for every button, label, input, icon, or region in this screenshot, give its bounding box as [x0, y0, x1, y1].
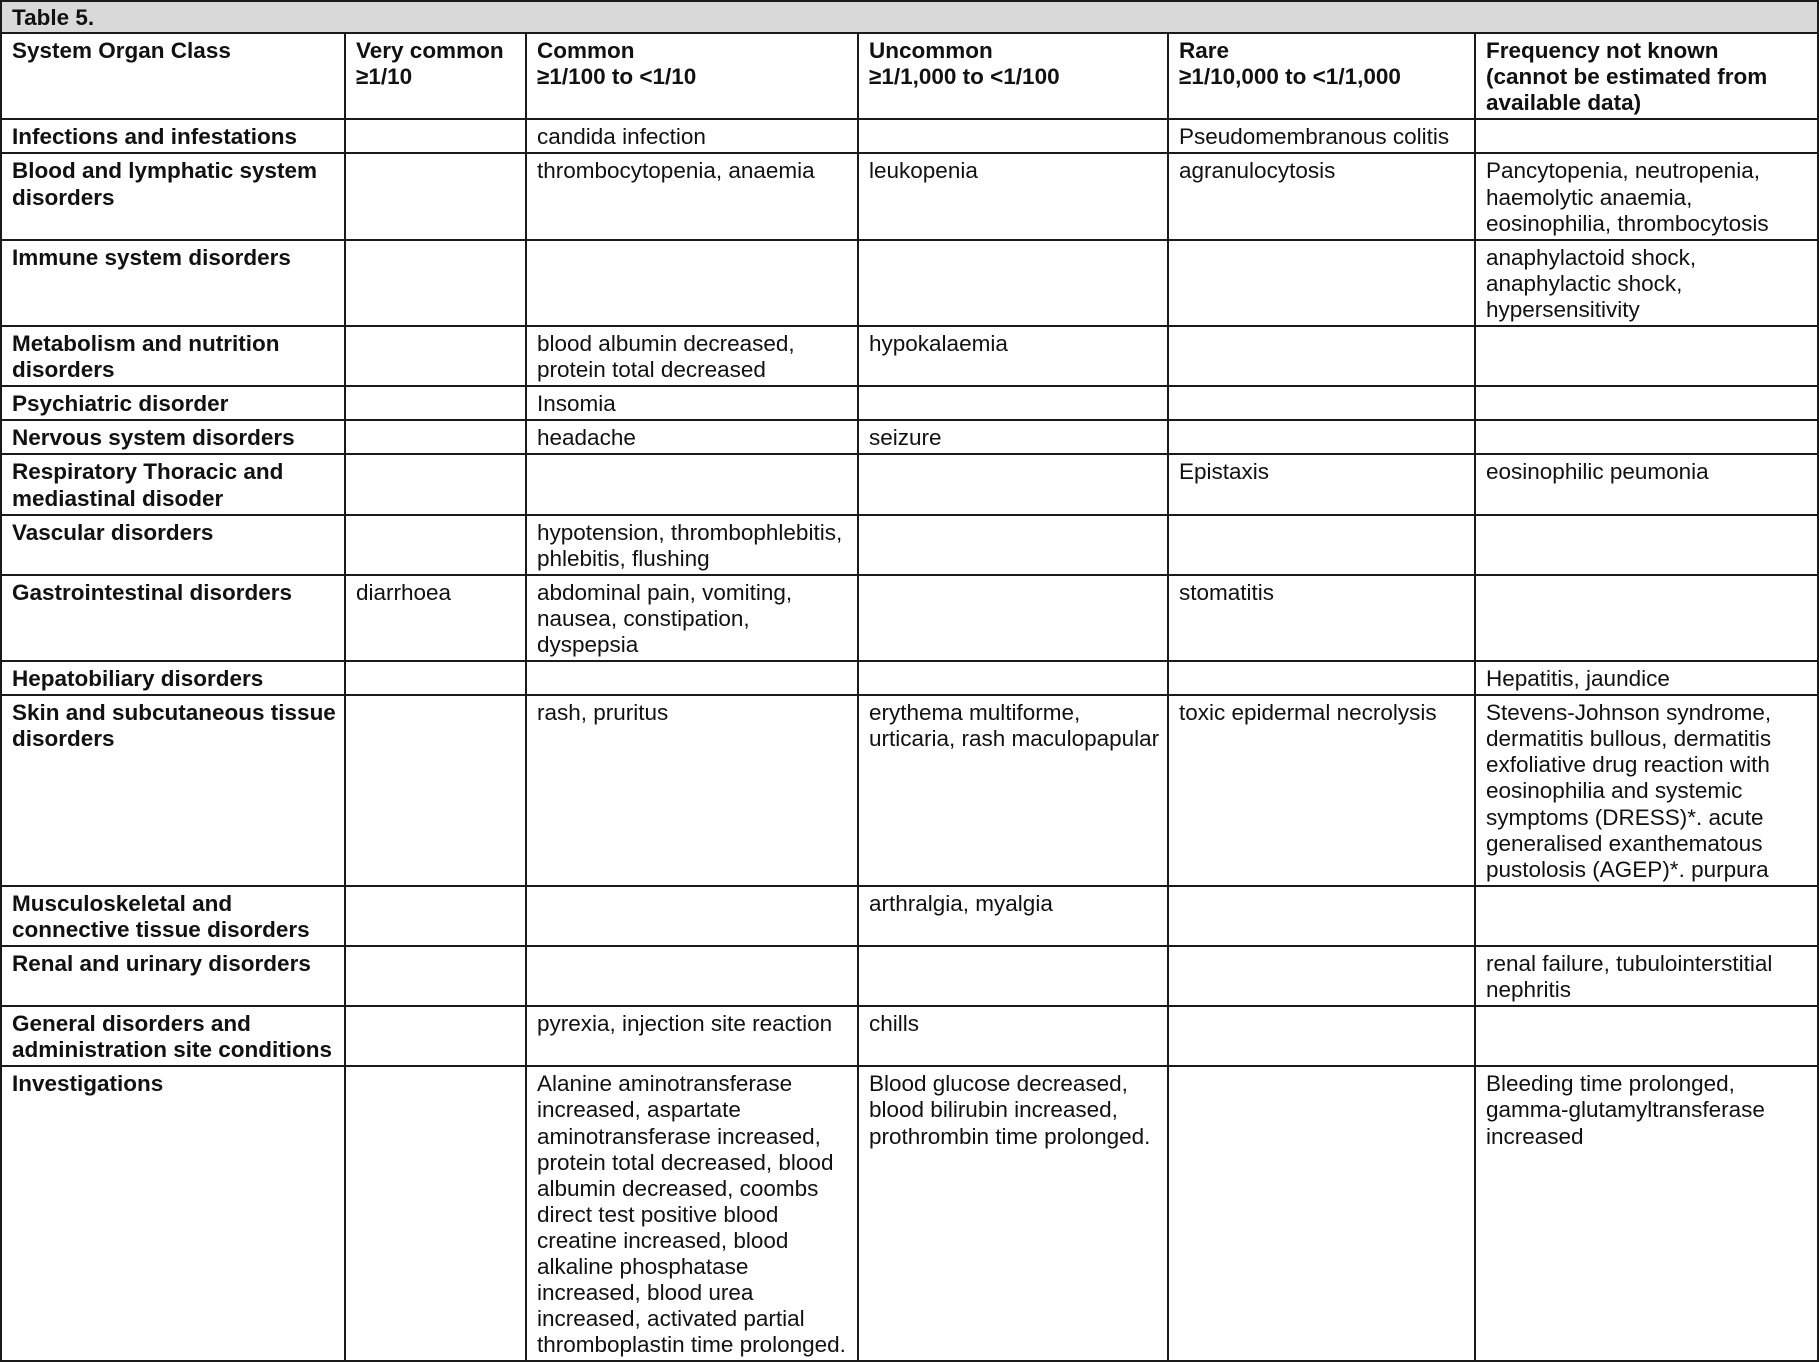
table-row [1, 454, 1818, 514]
uncommon-cell [858, 661, 1168, 695]
rare-cell [1168, 886, 1475, 946]
uncommon-cell [858, 946, 1168, 1006]
very-common-cell [345, 454, 526, 514]
common-cell: pyrexia, injection site reaction [526, 1006, 858, 1066]
uncommon-cell [858, 515, 1168, 575]
header-line: System Organ Class [12, 38, 231, 64]
table-caption: Table 5. [1, 1, 1818, 33]
system-organ-class-cell: Hepatobiliary disorders [1, 661, 345, 695]
table-row [1, 946, 1818, 1006]
common-cell [526, 240, 858, 326]
header-line: available data) [1486, 90, 1642, 116]
very-common-cell [345, 946, 526, 1006]
common-cell: blood albumin decreased, protein total decreased [526, 326, 858, 386]
not-known-cell [1475, 420, 1818, 454]
uncommon-cell [858, 575, 1168, 661]
header-common [526, 33, 858, 119]
very-common-cell [345, 420, 526, 454]
table-row [1, 119, 1818, 153]
very-common-cell [345, 153, 526, 239]
rare-cell: Pseudomembranous colitis [1168, 119, 1475, 153]
very-common-cell [345, 119, 526, 153]
header-line: Very common [356, 38, 504, 64]
system-organ-class-cell: Nervous system disorders [1, 420, 345, 454]
uncommon-cell: Blood glucose decreased, blood bilirubin increased, prothrombin time prolonged. [858, 1066, 1168, 1361]
rare-cell [1168, 946, 1475, 1006]
system-organ-class-cell: Skin and subcutaneous tissue disorders [1, 695, 345, 886]
table-row [1, 886, 1818, 946]
common-cell [526, 886, 858, 946]
uncommon-cell: arthralgia, myalgia [858, 886, 1168, 946]
common-cell: candida infection [526, 119, 858, 153]
header-line: ≥1/10 [356, 64, 413, 90]
not-known-cell [1475, 386, 1818, 420]
not-known-cell: Pancytopenia, neutropenia, haemolytic anaemia, eosinophilia, thrombocytosis [1475, 153, 1818, 239]
very-common-cell [345, 1066, 526, 1361]
very-common-cell [345, 661, 526, 695]
table-row [1, 575, 1818, 661]
system-organ-class-cell: Renal and urinary disorders [1, 946, 345, 1006]
header-very-common [345, 33, 526, 119]
rare-cell [1168, 420, 1475, 454]
uncommon-cell: chills [858, 1006, 1168, 1066]
not-known-cell: Bleeding time prolonged, gamma-glutamyltransferase increased [1475, 1066, 1818, 1361]
table-row [1, 515, 1818, 575]
rare-cell: agranulocytosis [1168, 153, 1475, 239]
system-organ-class-cell: Metabolism and nutrition disorders [1, 326, 345, 386]
table-row [1, 661, 1818, 695]
header-line: Uncommon [869, 38, 993, 64]
common-cell: headache [526, 420, 858, 454]
table-row [1, 240, 1818, 326]
header-system-organ-class [1, 33, 345, 119]
table-row [1, 326, 1818, 386]
rare-cell [1168, 326, 1475, 386]
system-organ-class-cell: Psychiatric disorder [1, 386, 345, 420]
very-common-cell: diarrhoea [345, 575, 526, 661]
not-known-cell [1475, 886, 1818, 946]
table-row [1, 153, 1818, 239]
system-organ-class-cell: Vascular disorders [1, 515, 345, 575]
common-cell: Insomia [526, 386, 858, 420]
header-line: ≥1/10,000 to <1/1,000 [1179, 64, 1401, 90]
very-common-cell [345, 326, 526, 386]
uncommon-cell [858, 240, 1168, 326]
not-known-cell [1475, 119, 1818, 153]
not-known-cell [1475, 515, 1818, 575]
very-common-cell [345, 886, 526, 946]
header-line: Rare [1179, 38, 1230, 64]
header-line: (cannot be estimated from [1486, 64, 1768, 90]
rare-cell [1168, 1066, 1475, 1361]
uncommon-cell: leukopenia [858, 153, 1168, 239]
system-organ-class-cell: Musculoskeletal and connective tissue disorders [1, 886, 345, 946]
not-known-cell [1475, 575, 1818, 661]
system-organ-class-cell: Investigations [1, 1066, 345, 1361]
rare-cell [1168, 386, 1475, 420]
header-line: ≥1/1,000 to <1/100 [869, 64, 1060, 90]
header-line: ≥1/100 to <1/10 [537, 64, 697, 90]
common-cell: abdominal pain, vomiting, nausea, constipation, dyspepsia [526, 575, 858, 661]
rare-cell [1168, 240, 1475, 326]
very-common-cell [345, 1006, 526, 1066]
table-row [1, 386, 1818, 420]
not-known-cell: anaphylactoid shock, anaphylactic shock, hypersensitivity [1475, 240, 1818, 326]
common-cell: thrombocytopenia, anaemia [526, 153, 858, 239]
table-row [1, 1006, 1818, 1066]
common-cell [526, 661, 858, 695]
table-body [1, 1, 1818, 1361]
uncommon-cell: hypokalaemia [858, 326, 1168, 386]
system-organ-class-cell: Gastrointestinal disorders [1, 575, 345, 661]
header-line: Common [537, 38, 635, 64]
not-known-cell: eosinophilic peumonia [1475, 454, 1818, 514]
rare-cell: Epistaxis [1168, 454, 1475, 514]
header-frequency-not-known [1475, 33, 1818, 119]
header-uncommon [858, 33, 1168, 119]
uncommon-cell: erythema multiforme, urticaria, rash maculopapular [858, 695, 1168, 886]
caption-row [1, 1, 1818, 33]
uncommon-cell [858, 119, 1168, 153]
system-organ-class-cell: Respiratory Thoracic and mediastinal disoder [1, 454, 345, 514]
not-known-cell: Hepatitis, jaundice [1475, 661, 1818, 695]
rare-cell [1168, 661, 1475, 695]
system-organ-class-cell: General disorders and administration site conditions [1, 1006, 345, 1066]
header-rare [1168, 33, 1475, 119]
header-row [1, 33, 1818, 119]
not-known-cell [1475, 1006, 1818, 1066]
uncommon-cell: seizure [858, 420, 1168, 454]
common-cell: rash, pruritus [526, 695, 858, 886]
common-cell [526, 454, 858, 514]
very-common-cell [345, 386, 526, 420]
very-common-cell [345, 695, 526, 886]
table-row [1, 1066, 1818, 1361]
not-known-cell: Stevens-Johnson syndrome, dermatitis bullous, dermatitis exfoliative drug reaction with eosinophilia and systemic symptoms (DRESS)*. acute generalised exanthematous pustolosis (AGEP)*. purpura [1475, 695, 1818, 886]
rare-cell: stomatitis [1168, 575, 1475, 661]
uncommon-cell [858, 386, 1168, 420]
table-row [1, 695, 1818, 886]
header-line: Frequency not known [1486, 38, 1719, 64]
very-common-cell [345, 515, 526, 575]
very-common-cell [345, 240, 526, 326]
table-row [1, 420, 1818, 454]
rare-cell [1168, 1006, 1475, 1066]
common-cell [526, 946, 858, 1006]
not-known-cell [1475, 326, 1818, 386]
system-organ-class-cell: Blood and lymphatic system disorders [1, 153, 345, 239]
rare-cell: toxic epidermal necrolysis [1168, 695, 1475, 886]
common-cell: Alanine aminotransferase increased, aspartate aminotransferase increased, protein total decreased, blood albumin decreased, coombs direct test positive blood creatine increased, blood alkaline phosphatase increased, blood urea increased, activated partial thromboplastin time prolonged. [526, 1066, 858, 1361]
common-cell: hypotension, thrombophlebitis, phlebitis, flushing [526, 515, 858, 575]
not-known-cell: renal failure, tubulointerstitial nephritis [1475, 946, 1818, 1006]
system-organ-class-cell: Infections and infestations [1, 119, 345, 153]
uncommon-cell [858, 454, 1168, 514]
rare-cell [1168, 515, 1475, 575]
system-organ-class-cell: Immune system disorders [1, 240, 345, 326]
